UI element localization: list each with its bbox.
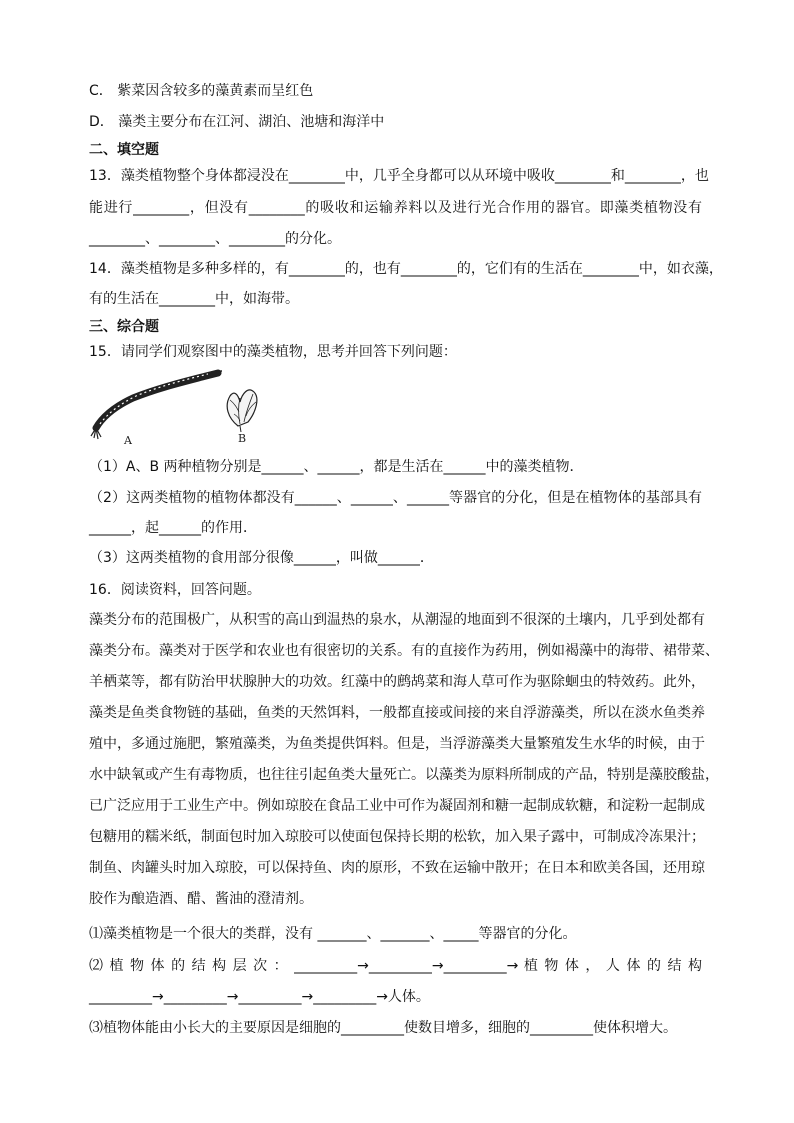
passage-line: 藻类分布。藻类对于医学和农业也有很密切的关系。有的直接作为药用，例如褐藻中的海带、裙带菜、 — [89, 643, 719, 659]
question-13-line-1: 13．藻类植物整个身体都浸没在________中，几乎全身都可以从环境中吸收________和________，也 — [89, 168, 709, 184]
algae-illustration — [88, 368, 278, 448]
passage-line: 藻类分布的范围极广，从积雪的高山到温热的泉水，从潮湿的地面到不很深的土壤内，几乎到处都有 — [89, 612, 705, 628]
passage-line: 胶作为酿造酒、醋、酱油的澄清剂。 — [89, 891, 313, 907]
question-16-part-1: ⑴藻类植物是一个很大的类群，没有 _______、_______、_____等器官的分化。 — [89, 926, 577, 942]
passage-line: 制鱼、肉罐头时加入琼胶，可以保持鱼、肉的原形，不致在运输中散开；在日本和欧美各国，还用琼 — [89, 860, 705, 876]
figure-label-b: B — [238, 432, 247, 445]
seaweed-drawing-b — [227, 390, 257, 432]
algae-figure — [88, 368, 278, 448]
question-15-part-1: （1）A、B 两种植物分别是______、______，都是生活在______中的藻类植物． — [89, 459, 584, 475]
passage-line: 殖中，多通过施肥，繁殖藻类，为鱼类提供饵料。但是，当浮游藻类大量繁殖发生水华的时候，由于 — [89, 736, 705, 752]
option-c: C． 紫菜因含较多的藻黄素而呈红色 — [89, 83, 314, 99]
question-16-title: 16．阅读资料，回答问题。 — [89, 582, 261, 598]
question-14-line-1: 14．藻类植物是多种多样的，有________的，也有________的，它们有的生活在________中，如衣藻， — [89, 261, 723, 277]
section-heading-fill-in: 二、填空题 — [89, 142, 159, 158]
question-13-line-2: 能进行________，但没有________的吸收和运输养料以及进行光合作用的器官。即藻类植物没有 — [89, 200, 702, 216]
passage-line: 水中缺氧或产生有毒物质，也往往引起鱼类大量死亡。以藻类为原料所制成的产品，特别是藻胶酸盐， — [89, 767, 719, 783]
passage-line: 包糖用的糯米纸，制面包时加入琼胶可以使面包保持长期的松软，加入果子露中，可制成冷冻果汁； — [89, 829, 705, 845]
question-14-line-2: 有的生活在________中，如海带。 — [89, 291, 299, 307]
section-heading-comprehensive: 三、综合题 — [89, 319, 159, 335]
kelp-drawing-a — [91, 371, 222, 439]
question-13-line-3: ________、________、________的分化。 — [89, 231, 341, 247]
question-15-part-3: （3）这两类植物的食用部分很像______，叫做______． — [89, 550, 434, 566]
passage-line: 已广泛应用于工业生产中。例如琼胶在食品工业中可作为凝固剂和糖一起制成软糖，和淀粉一起制成 — [89, 798, 705, 814]
passage-line: 藻类是鱼类食物链的基础，鱼类的天然饵料，一般都直接或间接的来自浮游藻类，所以在淡水鱼类养 — [89, 705, 705, 721]
question-15-title: 15．请同学们观察图中的藻类植物，思考并回答下列问题： — [89, 344, 457, 360]
option-d: D． 藻类主要分布在江河、湖泊、池塘和海洋中 — [89, 114, 385, 130]
question-16-part-2-line-1: ⑵ 植 物 体 的 结 构 层 次 ： _________→_________→_________→ 植 物 体 ， 人 体 的 结 构 — [89, 958, 702, 974]
question-16-part-2-line-2: _________→_________→_________→_________→人体。 — [89, 989, 430, 1005]
question-15-part-2-line-1: （2）这两类植物的植物体都没有______、______、______等器官的分化，但是在植物体的基部具有 — [89, 490, 702, 506]
figure-label-a: A — [124, 434, 132, 447]
passage-line: 羊栖菜等，都有防治甲状腺肿大的功效。红藻中的鹧鸪菜和海人草可作为驱除蛔虫的特效药。此外， — [89, 674, 705, 690]
question-15-part-2-line-2: ______，起______的作用． — [89, 520, 257, 536]
question-16-part-3: ⑶植物体能由小长大的主要原因是细胞的_________使数目增多，细胞的_________使体积增大。 — [89, 1020, 677, 1036]
